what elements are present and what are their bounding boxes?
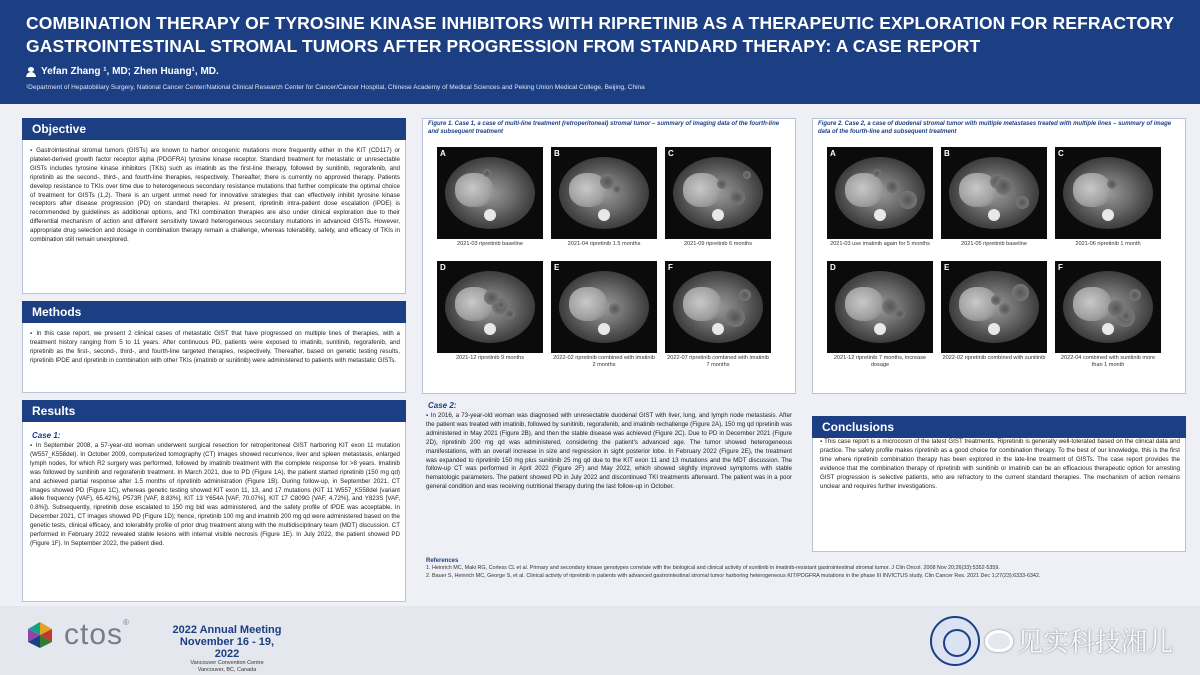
ct-scan-image (941, 147, 1047, 239)
watermark (985, 622, 1173, 659)
meeting-dates: November 16 - 19, 2022 (179, 636, 275, 660)
panel-caption: 2021-05 ripretinib baseline (961, 241, 1027, 247)
panel-caption: 2022-04 combined with sunitinib more than 1 month (1060, 355, 1156, 368)
methods-text (30, 330, 400, 366)
references-heading: References (426, 558, 459, 564)
figure-panel (551, 261, 657, 371)
figure-panel (437, 147, 543, 257)
panel-letter: F (1058, 263, 1063, 272)
ct-scan-image (437, 147, 543, 239)
ct-scan-image (827, 261, 933, 353)
bullet-icon: ▪ (30, 330, 37, 337)
panel-caption: 2021-03 ripretinib baseline (457, 241, 523, 247)
case1-label: Case 1: (32, 431, 61, 440)
ct-scan-image (551, 147, 657, 239)
figure-panel (941, 147, 1047, 257)
figure-panel (551, 147, 657, 257)
person-icon (26, 67, 36, 77)
conclusions-text (820, 438, 1180, 491)
results-heading: Results (22, 400, 406, 422)
panel-letter: C (1058, 149, 1064, 158)
venue-line2: Vancouver, BC, Canada (197, 667, 257, 673)
affiliation: ¹Department of Hepatobiliary Surgery, National Cancer Center/National Clinical Research Center for Cancer/Cancer Hospital, Chinese Academy of Medical Sciences and Peking Union Medical College, Beijing, China (26, 84, 645, 91)
figure-panel (941, 261, 1047, 371)
panel-letter: B (554, 149, 560, 158)
ct-scan-image (1055, 147, 1161, 239)
weibo-icon (985, 630, 1013, 652)
ct-scan-image (665, 261, 771, 353)
panel-letter: E (554, 263, 560, 272)
bullet-icon: ▪ (30, 442, 36, 449)
figure-panel (437, 261, 543, 371)
conclusions-body: This case report is a microcosm of the latest GIST treatments. Ripretinib is generally well-tolerated based on the clinical data and practice. The safety profile makes ripretinib as a good choice for combination therapy. To the best of our knowledge, this is the first time where ripretinib combination therapy has been explored in the late-line treatment of GISTs. The case report provides the evidence that the combination therapy of ripretinib with sunitinib or imatinib can be an efficacious therapeutic option for arresting GIST progression is selective patients, who are refractory to the current standard therapies. The mechanism of action remains unclear and requires further investigations. (820, 438, 1180, 490)
panel-caption: 2022-02 ripretinib combined with sunitinib (942, 355, 1046, 361)
figure-panel (1055, 147, 1161, 257)
panel-letter: A (440, 149, 446, 158)
panel-letter: F (668, 263, 673, 272)
case1-body: In September 2008, a 57-year-old woman underwent surgical resection for retroperitoneal GIST harboring KIT exon 11 mutation (W557_K558del). In October 2009, computerized tomography (CT) images showed recurrence, liver and spleen metastasis, enlarged lymph nodes, for which R2 surgery was performed, followed by imatinib treatment with the complete response for >8 years. Imatinib was followed by sunitinib and regorafenib treatment. In March 2021, due to PD (Figure 1A), the patient started ripretinib (150 mg qd) and achieved partial response after 1.5 months of ripretinib administration (Figure 1B). During follow-up, in September 2021, CT images showed PD (Figure 1C), whereas genetic testing showed KIT exon 11, 13, and 17 mutations (KIT 11 W557_K558del [variant allele frequency (VAF), 65.42%], P573R [VAF, 8.83%], KIT 13 Y654A [VAF, 70.07%], KIT 17 C809G [VAF, 4.72%], and Y823S [VAF, 0.8%]). Subsequently, ripretinib dose escalated to 150 mg bid was administered, and the safety profile of IPDE was acceptable. In December 2021, CT images showed PD (Figure 1D); hence, ripretinib 100 mg and imatinib 200 mg qd were administered based on the genetic tests, clinical efficacy, and tolerability profile of prior drug treatment along with the multidisciplinary team (MDT) discussion. CT performed in February 2022 revealed stable lesions with internal visible necrosis (Figure 1E). In July 2022, the patient showed PD (Figure 1F). In September 2022, the patient died. (30, 442, 400, 547)
panel-letter: E (944, 263, 950, 272)
brand-text: ctos (64, 618, 124, 651)
poster-title: COMBINATION THERAPY OF TYROSINE KINASE INHIBITORS WITH RIPRETINIB AS A THERAPEUTIC EXPLORATION FOR REFRACTORY GASTROINTESTINAL STROMAL TUMORS AFTER PROGRESSION FROM STANDARD THERAPY: A CASE REPORT (26, 13, 1174, 56)
panel-caption: 2021-06 ripretinib 1 month (1075, 241, 1141, 247)
ct-scan-image (1055, 261, 1161, 353)
reference-item: 2. Bauer S, Heinrich MC, George S, et al. Clinical activity of ripretinib in patients with advanced gastrointestinal stromal tumor harboring heterogeneous KIT/PDGFRA mutations in the phase III INVICTUS study. Clin Cancer Res. 2021 Dec 1;27(23):6333-6342. (426, 572, 1041, 579)
ct-scan-image (827, 147, 933, 239)
panel-caption: 2021-04 ripretinib 1.5 months (567, 241, 641, 247)
meeting-info (172, 624, 282, 674)
panel-letter: D (440, 263, 446, 272)
ctos-logo-icon (26, 621, 54, 649)
panel-caption: 2021-12 ripretinib 7 months, increase dosage (833, 355, 927, 368)
panel-caption: 2021-12 ripretinib 9 months (455, 355, 525, 361)
author-names: Yefan Zhang ¹, MD; Zhen Huang¹, MD. (41, 66, 219, 77)
bullet-icon: ▪ (820, 438, 825, 445)
meeting-title: 2022 Annual Meeting (172, 624, 282, 636)
panel-caption: 2021-03 use imatinib again for 5 months (830, 241, 930, 247)
ct-scan-image (437, 261, 543, 353)
figure2-caption: Figure 2. Case 2, a case of duodenal stromal tumor with multiple metastases treated with multiple lines – summary of image data of the fourth-line and subsequent treatment (818, 121, 1172, 135)
figure-panel (665, 261, 771, 371)
reference-item: 1. Heinrich MC, Maki RG, Corless CL et al. Primary and secondary kinase genotypes correlate with the biological and clinical activity of sunitinib in imatinib-resistant gastrointestinal stromal tumor. J Clin Oncol. 2008 Nov 20;26(33):5352-5359. (426, 565, 1000, 572)
figure1-grid (437, 147, 771, 371)
case1-text (30, 442, 400, 549)
objective-body: Gastrointestinal stromal tumors (GISTs) are known to harbor oncogenic mutations more frequently either in the KIT (CD117) or platelet-derived growth factor receptor alpha (PDGFRA) tyrosine kinase receptor. Standard treatment for metastatic or unresectable GISTs includes tyrosine kinase inhibitors (TKIs) such as imatinib as the first-line therapy, followed by sunitinib, regorafenib, and ripretinib as the second-, third-, and fourth-line therapies, respectively. Thereafter, there is currently no approved therapy. Patients develop resistance to TKIs over time due to heterogeneous secondary resistance mutations that further complicate the optimal choice of treatment for GISTs (1,2). There is an urgent unmet need for innovative strategies that can effectively inhibit tyrosine kinase receptors after disease progression (PD) on standard therapies. At present, ripretinib intra-patient dose escalation (IPDE) is recommended by guidelines as additional options, and TKI combination therapies are also under clinical exploration due to their differential mechanism of action and different sensitivity toward heterogeneous secondary mutations in advanced GISTs. However, appropriate drug selection and dosage in combination therapy remain a challenge, whereas tolerability, safety, and efficacy of TKIs in combination still remain unexplored. (30, 147, 400, 244)
case2-label: Case 2: (428, 401, 457, 410)
references (426, 558, 1186, 580)
ct-scan-image (551, 261, 657, 353)
methods-heading: Methods (22, 301, 406, 323)
venue-line1: Vancouver Convention Centre (190, 660, 264, 666)
figure-panel (827, 147, 933, 257)
watermark-text: 见实科技湘儿 (1017, 628, 1174, 658)
panel-caption: 2021-09 ripretinib 6 months (683, 241, 753, 247)
figure-panel (827, 261, 933, 371)
methods-body: In this case report, we present 2 clinical cases of metastatic GIST that have progressed on multiple lines of therapies, with a treatment history ranging from 5 to 11 years. After continuous PD, patients were exposed to imatinib, sunitinib, regorafenib, and ripretinib as the first-, second-, third-, and fourth-line targeted therapies, respectively. Thereafter, based on genetic testing results, ripretinib IPDE and ripretinib in combination with other TKIs (imatinib or sunitinib) were administered to patients with metastatic GISTs. (30, 330, 400, 364)
hospital-seal-icon (930, 616, 980, 666)
ctos-logo-text: ctos® (64, 618, 130, 651)
panel-letter: B (944, 149, 950, 158)
objective-heading: Objective (22, 118, 406, 140)
conclusions-heading: Conclusions (812, 416, 1186, 438)
case2-body: In 2016, a 73-year-old woman was diagnosed with unresectable duodenal GIST with liver, lung, and lymph node metastasis. After the patient was treated with imatinib, followed by sunitinib, regorafenib, and imatinib rechallenge (Figure 2A), 150 mg qd ripretinib was administered in May 2021 (Figure 2B), and then the stable disease was achieved (Figure 2C). Due to PD in December 2021 (Figure 2D), ripretinib 200 mg qd was administered, considering the patient's advanced age. The tumor showed heterogeneous manifestations, with an overall increase in size and regression in sight posterior lobe. In February 2022 (Figure 2E), the treatment was expanded to ripretinib 150 mg plus sunitinib 25 mg qd due to the KIT exon 11 and 13 mutations and the MDT discussion. The follow-up CT was performed in April 2022 (Figure 2F) and May 2022, which showed slightly improved symptoms with stable hematologic parameters. The patient showed PD in July 2022 and discontinued TKI treatments afterward. The patient was in a poor general condition and was receiving nutritional therapy during the last follow-up in October. (426, 412, 792, 491)
objective-text (30, 147, 400, 245)
bullet-icon: ▪ (426, 412, 431, 419)
ct-scan-image (665, 147, 771, 239)
author-line (26, 66, 219, 77)
ct-scan-image (941, 261, 1047, 353)
figure-panel (1055, 261, 1161, 371)
bullet-icon: ▪ (30, 147, 37, 154)
panel-letter: A (830, 149, 836, 158)
panel-caption: 2022-07 ripretinib combined with imatinib 7 months (667, 355, 769, 368)
panel-caption: 2022-02 ripretinib combined with imatinib 2 months (553, 355, 655, 368)
figure1-caption: Figure 1. Case 1, a case of multi-line treatment (retroperitoneal) stromal tumor – summary of imaging data of the fourth-line and subsequent treatment (428, 121, 780, 135)
panel-letter: D (830, 263, 836, 272)
panel-letter: C (668, 149, 674, 158)
figure-panel (665, 147, 771, 257)
figure2-grid (827, 147, 1161, 371)
case2-text (426, 412, 792, 492)
